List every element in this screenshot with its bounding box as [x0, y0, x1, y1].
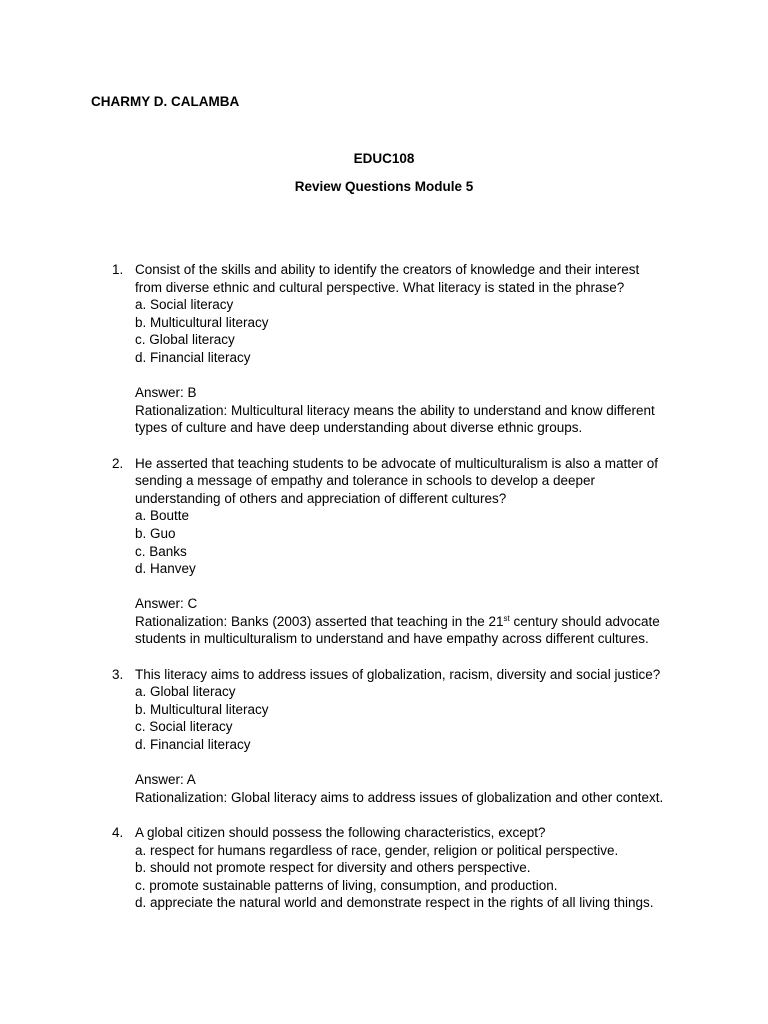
answer-key: Answer: C — [135, 596, 198, 612]
question-number: 2. — [112, 455, 124, 471]
answer-key: Answer: A — [135, 772, 196, 788]
course-code: EDUC108 — [353, 151, 415, 166]
rationale-line: Rationalization: Multicultural literacy means the ability to understand and know different — [135, 402, 655, 418]
answer-option: d. appreciate the natural world and demonstrate respect in the rights of all living things. — [135, 895, 654, 911]
rationale-line: Rationalization: Global literacy aims to address issues of globalization and other context. — [135, 789, 664, 805]
rationale-line: students in multiculturalism to understand and have empathy across different cultures. — [135, 631, 649, 647]
answer-option: d. Financial literacy — [135, 737, 251, 753]
question-body — [135, 824, 695, 912]
rationale-text: Rationalization: Banks (2003) asserted that teaching in the 21 — [135, 613, 504, 629]
answer-option: a. Global literacy — [135, 684, 236, 700]
question-2 — [0, 455, 768, 649]
rationale-line — [135, 613, 695, 631]
question-body — [135, 455, 695, 649]
question-3 — [0, 666, 768, 807]
question-list — [0, 261, 768, 930]
ordinal-suffix: st — [503, 613, 510, 623]
rationale-text: century should advocate — [509, 613, 660, 629]
answer-key: Answer: B — [135, 385, 197, 401]
answer-option: d. Financial literacy — [135, 349, 251, 365]
question-body — [135, 261, 695, 437]
answer-option: c. Global literacy — [135, 332, 235, 348]
rationale-line: types of culture and have deep understanding about diverse ethnic groups. — [135, 420, 583, 436]
spacer — [135, 367, 695, 385]
question-4 — [0, 824, 768, 912]
answer-option: d. Hanvey — [135, 561, 196, 577]
question-prompt-line: from diverse ethnic and cultural perspective. What literacy is stated in the phrase? — [135, 279, 625, 295]
question-prompt-line: He asserted that teaching students to be advocate of multiculturalism is also a matter of — [135, 455, 659, 471]
question-prompt-line: This literacy aims to address issues of globalization, racism, diversity and social justice? — [135, 666, 661, 682]
answer-option: b. Multicultural literacy — [135, 701, 269, 717]
question-body — [135, 666, 695, 807]
question-number: 4. — [112, 825, 124, 840]
question-1 — [0, 261, 768, 437]
question-number: 1. — [112, 262, 124, 277]
answer-option: c. promote sustainable patterns of living, consumption, and production. — [135, 877, 558, 893]
question-prompt-line: sending a message of empathy and tolerance in schools to develop a deeper — [135, 473, 596, 489]
answer-option: a. respect for humans regardless of race, gender, religion or political perspective. — [135, 842, 619, 858]
answer-option: a. Social literacy — [135, 297, 234, 313]
question-prompt-line: A global citizen should possess the following characteristics, except? — [135, 825, 546, 840]
spacer — [135, 578, 695, 596]
document-subtitle: Review Questions Module 5 — [294, 179, 474, 194]
question-prompt-line: Consist of the skills and ability to identify the creators of knowledge and their interest — [135, 262, 640, 277]
spacer — [135, 754, 695, 772]
answer-option: c. Social literacy — [135, 719, 233, 735]
author-name: CHARMY D. CALAMBA — [91, 94, 240, 109]
answer-option: b. Multicultural literacy — [135, 314, 269, 330]
question-number: 3. — [112, 666, 124, 682]
question-prompt-line: understanding of others and appreciation of different cultures? — [135, 490, 507, 506]
answer-option: c. Banks — [135, 543, 187, 559]
answer-option: b. Guo — [135, 525, 176, 541]
answer-option: b. should not promote respect for diversity and others perspective. — [135, 860, 531, 876]
answer-option: a. Boutte — [135, 508, 190, 524]
